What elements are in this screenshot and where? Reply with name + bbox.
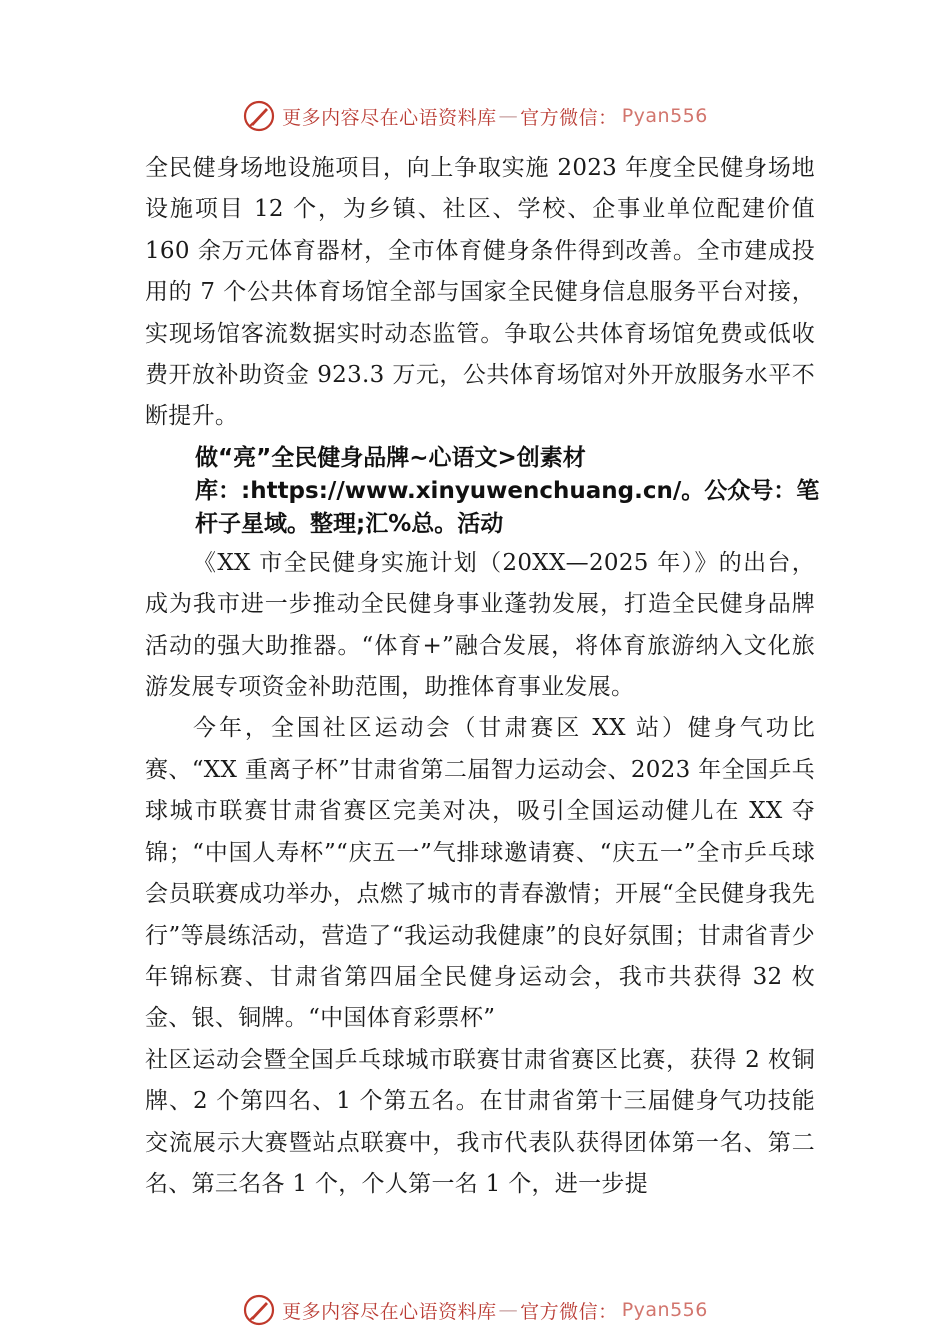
paragraph-4: 社区运动会暨全国乒乓球城市联赛甘肃省赛区比赛，获得 2 枚铜牌、2 个第四名、1 个第五名。在甘肃省第十三届健身气功技能交流展示大赛暨站点联赛中，我市代表队获得团体第一名、第二名、第三名各 1 个，个人第一名 1 个，进一步提 xyxy=(145,1046,815,1197)
banner-dash: — xyxy=(498,105,519,127)
banner-text: 更多内容尽在心语资料库 xyxy=(282,1300,497,1323)
banner-wechat-label: 官方微信： xyxy=(520,1300,618,1323)
section-heading: 做“亮”全民健身品牌~心语文>创素材库：:https://www.xinyuwenchuang.cn/。公众号：笔杆子星域。整理;汇%总。活动 xyxy=(195,444,820,537)
banner-wechat-id: Pyan556 xyxy=(621,1299,708,1321)
quill-logo-icon xyxy=(242,1293,276,1327)
header-banner xyxy=(0,96,950,136)
footer-banner xyxy=(0,1290,950,1330)
paragraph-2: 《XX 市全民健身实施计划（20XX—2025 年）》的出台，成为我市进一步推动全民健身事业蓬勃发展，打造全民健身品牌活动的强大助推器。“体育+”融合发展，将体育旅游纳入文化旅游发展专项资金补助范围，助推体育事业发展。 xyxy=(145,549,815,701)
banner-wechat-label: 官方微信： xyxy=(520,106,618,129)
paragraph-3: 今年，全国社区运动会（甘肃赛区 XX 站）健身气功比赛、“XX 重离子杯”甘肃省第二届智力运动会、2023 年全国乒乓球城市联赛甘肃省赛区完美对决，吸引全国运动健儿在 XX 夺锦；“中国人寿杯”“庆五一”气排球邀请赛、“庆五一”全市乒乓球会员联赛成功举办，点燃了城市的青春激情；开展“全民健身我先行”等晨练活动，营造了“我运动我健康”的良好氛围；甘肃省青少年锦标赛、甘肃省第四届全民健身运动会，我市共获得 32 枚金、银、铜牌。“中国体育彩票杯” xyxy=(145,715,815,1032)
banner-wechat-id: Pyan556 xyxy=(621,105,708,127)
banner-dash: — xyxy=(498,1299,519,1321)
quill-logo-icon xyxy=(242,99,276,133)
body-content xyxy=(145,148,820,1205)
banner-text: 更多内容尽在心语资料库 xyxy=(282,106,497,129)
paragraph-1: 全民健身场地设施项目，向上争取实施 2023 年度全民健身场地设施项目 12 个，为乡镇、社区、学校、企事业单位配建价值 160 余万元体育器材，全市体育健身条件得到改善。全市建成投用的 7 个公共体育场馆全部与国家全民健身信息服务平台对接，实现场馆客流数据实时动态监管。争取公共体育场馆免费或低收费开放补助资金 923.3 万元，公共体育场馆对外开放服务水平不断提升。 xyxy=(145,155,815,430)
